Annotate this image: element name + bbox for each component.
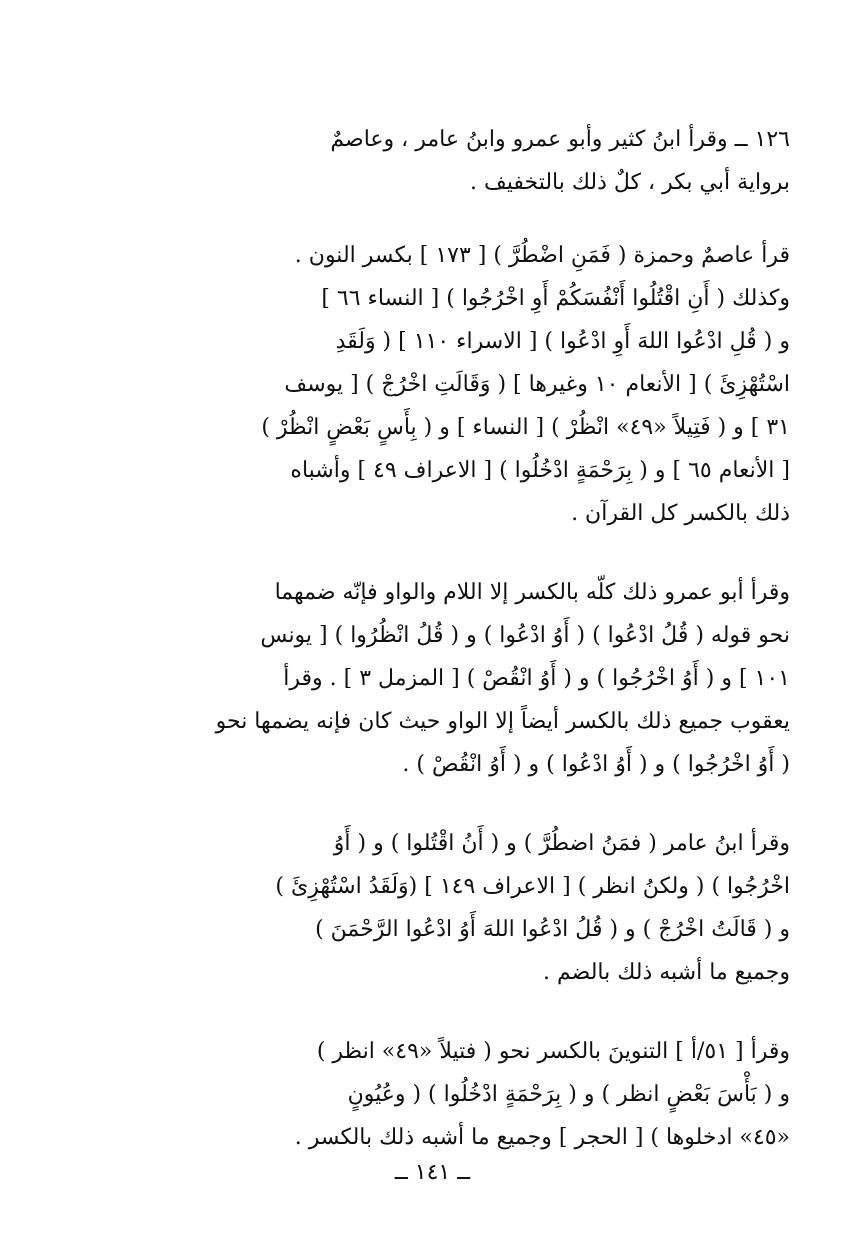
paragraph-tanwin [90,1030,790,1159]
paragraph-126 [90,118,790,204]
text-line: و ( قُلِ ادْعُوا اللهَ أَوِ ادْعُوا ) [ الاسراء ١١٠ ] ( وَلَقَدِ [335,329,790,354]
text-line: ( أَوُ اخْرُجُوا ) و ( أَوُ ادْعُوا ) و ( أَوُ انْقُصْ ) . [402,752,790,777]
text-line: ١٠١ ] و ( أَوُ اخْرُجُوا ) و ( أَوُ انْقُصْ ) [ المزمل ٣ ] . وقرأ [283,666,790,691]
text-line: ٣١ ] و ( فَتِيلاً «٤٩» انْظُرْ ) [ النساء ] و ( بِأَسٍ بَعْضٍ انْظُرْ ) [261,415,790,440]
text-line: اسْتُهْزِئَ ) [ الأنعام ١٠ وغيرها ] ( وَقَالَتِ اخْرُجْ ) [ يوسف [284,372,790,397]
text-line: اخْرُجُوا ) ( ولكنُ انظر ) [ الاعراف ١٤٩ ] (وَلَقَدُ اسْتُهْزِئَ ) [275,874,790,899]
text-line: وقرأ [ ٥١/أ ] التنوينَ بالكسر نحو ( فتيلاً «٤٩» انظر ) [316,1039,790,1064]
text-line: و ( قَالَتُ اخْرُجْ ) و ( قُلُ ادْعُوا اللهَ أَوُ ادْعُوا الرَّحْمَنَ ) [315,917,790,942]
text-line: برواية أبي بكر ، كلٌ ذلك بالتخفيف . [469,170,790,195]
text-line: وقرأ أبو عمرو ذلك كلّه بالكسر إلا اللام والواو فإنّه ضمهما [274,580,790,605]
text-line: ذلك بالكسر كل القرآن . [571,501,790,526]
text-line: [ الأنعام ٦٥ ] و ( بِرَحْمَةٍ ادْخُلُوا ) [ الاعراف ٤٩ ] وأشباه [290,458,790,483]
text-line: يعقوب جميع ذلك بالكسر أيضاً إلا الواو حيث كان فإنه يضمها نحو [215,709,790,734]
text-line: «٤٥» ادخلوها ) [ الحجر ] وجميع ما أشبه ذلك بالكسر . [294,1125,790,1150]
paragraph-abu-amr [90,571,790,786]
text-line: ١٢٦ ــ وقرأ ابنُ كثير وأبو عمرو وابنُ عامر ، وعاصمٌ [330,127,790,152]
page-body [90,118,790,1159]
text-line: و ( بَأْسَ بَعْضٍ انظر ) و ( بِرَحْمَةٍ ادْخُلُوا ) ( وعُيُونٍ [347,1082,790,1107]
text-line: وجميع ما أشبه ذلك بالضم . [542,960,790,985]
text-line: وقرأ ابنُ عامر ( فمَنُ اضطُرَّ ) و ( أَنُ اقْتُلوا ) و ( أَوُ [333,831,790,856]
text-line: قرأ عاصمٌ وحمزة ( فَمَنِ اضْطُرَّ ) [ ١٧٣ ] بكسر النون . [294,243,790,268]
page-number: ــ ١٤١ ــ [394,1160,471,1185]
text-line: وكذلك ( أَنِ اقْتُلُوا أَنْفُسَكُمْ أَوِ اخْرُجُوا ) [ النساء ٦٦ ] [321,286,790,311]
paragraph-ibn-amir [90,822,790,994]
paragraph-asim-hamza [90,234,790,535]
text-line: نحو قوله ( قُلُ ادْعُوا ) ( أَوُ ادْعُوا ) و ( قُلُ انْظُرُوا ) [ يونس [260,623,790,648]
